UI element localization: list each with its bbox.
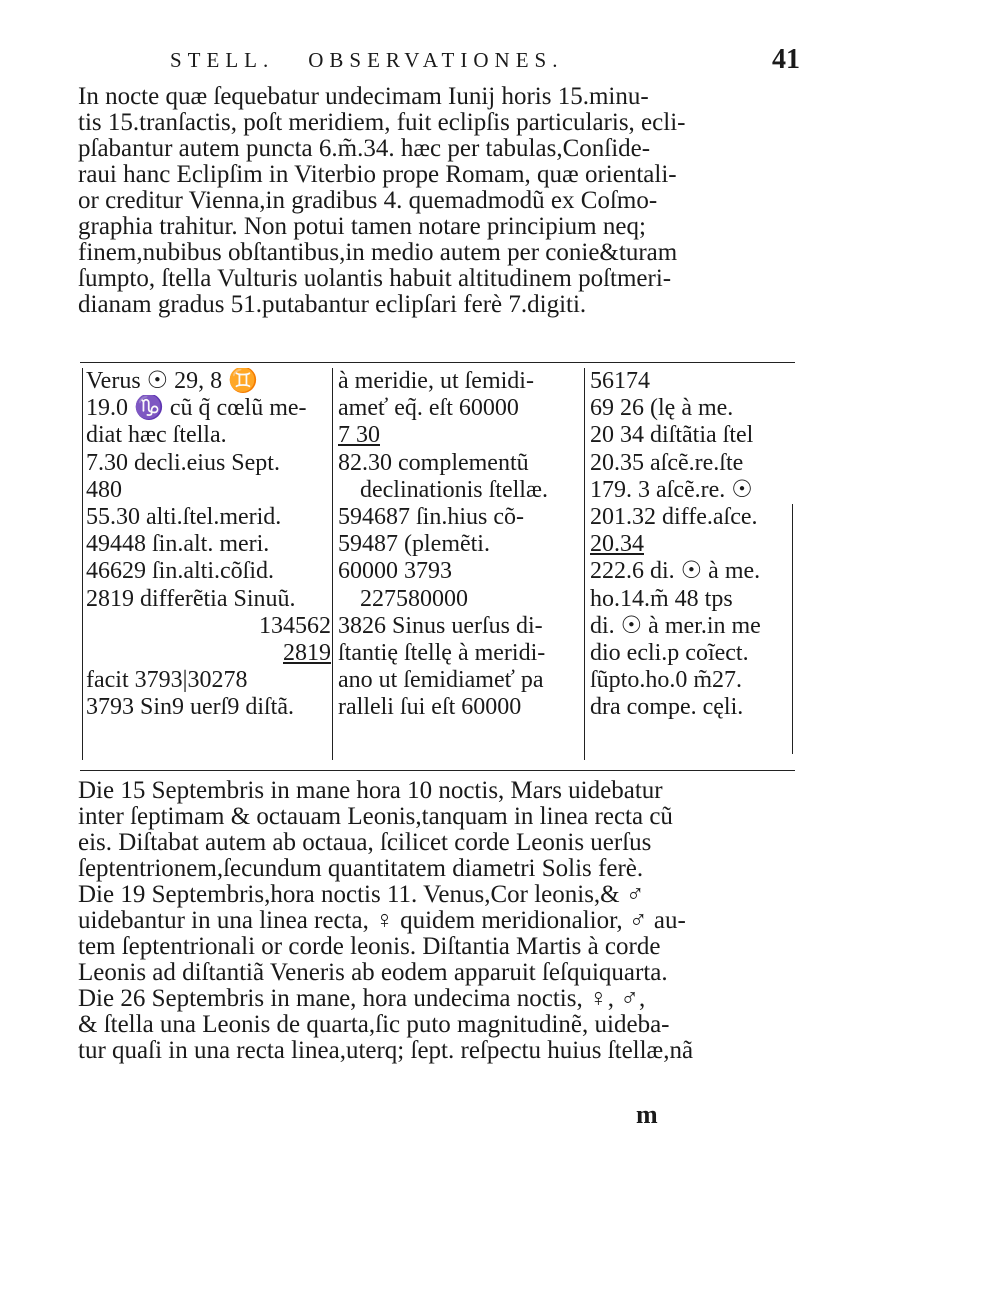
- table-cell: 20 34 diſtãtia ſtel: [590, 422, 754, 449]
- table-cell: 179. 3 aſcẽ.re. ☉: [590, 476, 753, 503]
- text-line: eis. Diſtabat autem ab octaua, ſcilicet corde Leonis uerſus: [78, 830, 652, 856]
- page-number: 41: [772, 44, 800, 75]
- table-cell: 69 26 (lę à me.: [590, 395, 734, 422]
- column-divider: [584, 368, 585, 760]
- text-line: ſumpto, ſtella Vulturis uolantis habuit altitudinem poſtmeri-: [78, 266, 672, 292]
- text-line: Die 26 Septembris in mane, hora undecima noctis, ♀, ♂,: [78, 986, 646, 1012]
- table-cell: 60000 3793: [338, 558, 452, 585]
- table-cell: diat hæc ſtella.: [86, 422, 227, 449]
- signature-mark: m: [636, 1100, 658, 1129]
- running-header: [170, 44, 800, 80]
- table-cell: 20.35 aſcẽ.re.ſte: [590, 449, 744, 476]
- table-cell: 46629 ſin.alti.cõſid.: [86, 558, 274, 585]
- table-bottom-rule: [80, 770, 795, 771]
- table-cell: 480: [86, 476, 122, 503]
- paragraph-eclipse: [78, 84, 794, 318]
- text-line: tis 15.tranſactis, poſt meridiem, fuit eclipſis particularis, ecli-: [78, 110, 686, 136]
- table-cell: ſtantię ſtellę à meridi-: [338, 639, 546, 666]
- calculation-table: [80, 364, 795, 768]
- running-title: [170, 48, 563, 73]
- table-cell: 201.32 diffe.aſce.: [590, 503, 758, 530]
- table-cell: facit 3793|30278: [86, 667, 248, 694]
- table-cell: ſũpto.ho.0 m̃27.: [590, 667, 743, 694]
- table-top-rule: [80, 362, 795, 363]
- text-line: finem,nubibus obſtantibus,in medio autem per conie&turam: [78, 240, 678, 266]
- table-cell: 82.30 complementũ: [338, 449, 529, 476]
- table-column-1: [86, 368, 331, 721]
- table-cell: 594687 ſin.hius cõ-: [338, 503, 524, 530]
- text-line: inter ſeptimam & octauam Leonis,tanquam in linea recta cũ: [78, 804, 673, 830]
- text-line: graphia trahitur. Non potui tamen notare principium neq;: [78, 214, 646, 240]
- text-line: In nocte quæ ſequebatur undecimam Iunij horis 15.minu-: [78, 84, 649, 110]
- text-line: Die 19 Septembris,hora noctis 11. Venus,Cor leonis,& ♂: [78, 882, 645, 908]
- table-cell: 222.6 di. ☉ à me.: [590, 558, 761, 585]
- table-cell: 19.0 ♑ cũ q̃ cœlũ me-: [86, 395, 307, 422]
- table-cell: Verus ☉ 29, 8 ♊: [86, 368, 259, 394]
- text-line: uidebantur in una linea recta, ♀ quidem meridionalior, ♂ au-: [78, 908, 686, 934]
- table-cell: dio ecli.p coĩect.: [590, 639, 749, 666]
- table-cell: declinationis ſtellæ.: [360, 476, 548, 503]
- running-title-right: OBSERVATIONES.: [308, 48, 564, 72]
- table-column-3: [590, 368, 792, 721]
- table-cell: di. ☉ à mer.in me: [590, 612, 761, 639]
- table-cell: 59487 (plemẽti.: [338, 531, 490, 558]
- table-cell: 3793 Sin9 uerſ9 diſtã.: [86, 694, 294, 721]
- table-cell: 134562: [259, 612, 331, 639]
- table-cell: 56174: [590, 368, 650, 394]
- table-cell: 3826 Sinus uerſus di-: [338, 612, 543, 639]
- table-cell: 55.30 alti.ſtel.merid.: [86, 503, 282, 530]
- text-line: dianam gradus 51.putabantur eclipſari ferè 7.digiti.: [78, 292, 587, 318]
- table-cell: 2819 differẽtia Sinuũ.: [86, 585, 296, 612]
- text-line: & ſtella una Leonis de quarta,ſic puto magnitudinẽ, uideba-: [78, 1012, 670, 1038]
- text-line: tur quaſi in una recta linea,uterq; ſept. reſpectu huius ſtellæ,nã: [78, 1038, 694, 1064]
- text-line: raui hanc Eclipſim in Viterbio prope Romam, quæ orientali-: [78, 162, 677, 188]
- text-line: ſeptentrionem,ſecundum quantitatem diametri Solis ferè.: [78, 856, 644, 882]
- table-cell: ralleli ſui eſt 60000: [338, 694, 522, 721]
- table-cell: ano ut ſemidiameť pa: [338, 667, 544, 694]
- table-cell: 7.30 decli.eius Sept.: [86, 449, 280, 476]
- table-cell: dra compe. cęli.: [590, 694, 744, 721]
- table-cell: 227580000: [360, 585, 468, 612]
- table-cell: 20.34: [590, 531, 644, 558]
- text-line: Leonis ad diſtantiã Veneris ab eodem apparuit ſeſquiquarta.: [78, 960, 668, 986]
- text-line: Die 15 Septembris in mane hora 10 noctis, Mars uidebatur: [78, 778, 663, 804]
- running-title-left: STELL.: [170, 48, 275, 72]
- text-line: pſabantur autem puncta 6.m̃.34. hæc per tabulas,Conſide-: [78, 136, 651, 162]
- paragraph-september-observations: [78, 778, 794, 1064]
- text-line: tem ſeptentrionali or corde leonis. Diſtantia Martis à corde: [78, 934, 661, 960]
- column-divider: [792, 504, 793, 754]
- table-cell: ho.14.m̃ 48 tps: [590, 585, 733, 612]
- column-divider: [332, 368, 333, 760]
- table-column-2: [338, 368, 584, 721]
- table-cell: à meridie, ut ſemidi-: [338, 368, 534, 394]
- table-cell: 49448 ſin.alt. meri.: [86, 531, 270, 558]
- table-cell: 2819: [283, 639, 331, 666]
- text-line: or creditur Vienna,in gradibus 4. quemadmodũ ex Coſmo-: [78, 188, 658, 214]
- table-cell: 7 30: [338, 422, 380, 449]
- table-cell: ameť eq̃. eſt 60000: [338, 395, 519, 422]
- column-divider: [82, 368, 83, 760]
